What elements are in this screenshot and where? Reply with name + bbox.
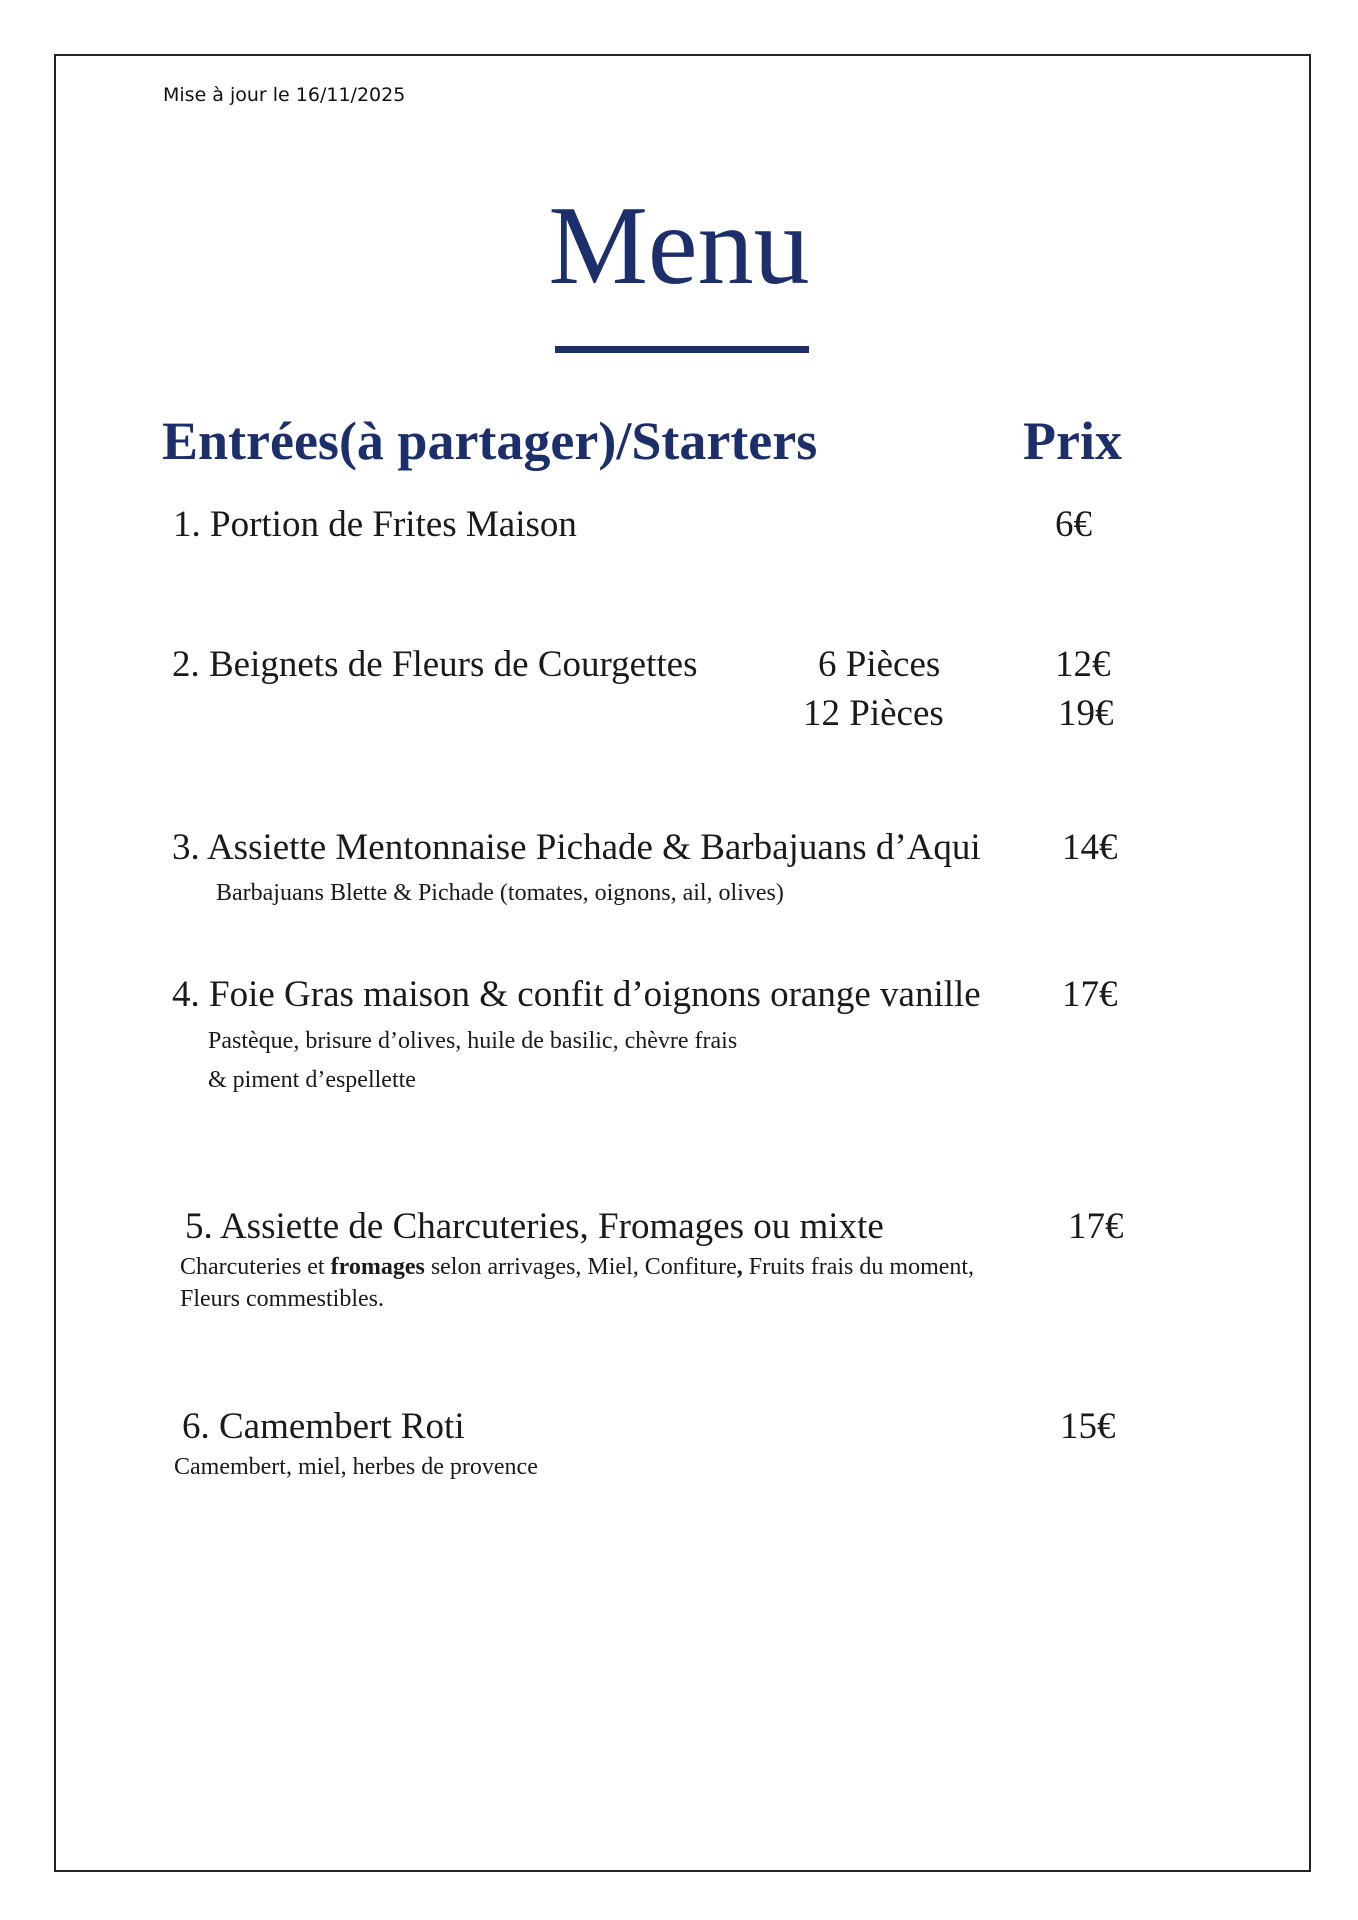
menu-item-4-price: 17€ [1062,974,1118,1015]
menu-item-3-price: 14€ [1062,827,1118,868]
menu-item-3-name: 3. Assiette Mentonnaise Pichade & Barbajuans d’Aqui [172,827,981,868]
menu-item-4-description-line-1: Pastèque, brisure d’olives, huile de basilic, chèvre frais [208,1028,738,1054]
menu-item-5-name: 5. Assiette de Charcuteries, Fromages ou mixte [185,1206,884,1247]
desc-text: Charcuteries et [180,1254,325,1280]
menu-item-4-description-line-2: & piment d’espellette [208,1067,416,1093]
menu-item-2-portion-1-label: 6 Pièces [818,644,941,685]
menu-item-1-price: 6€ [1055,504,1092,545]
menu-item-6-description: Camembert, miel, herbes de provence [174,1454,538,1480]
menu-title: Menu [548,184,810,308]
menu-item-2-portion-2-label: 12 Pièces [803,693,944,734]
desc-bold-text: fromages [330,1254,425,1280]
menu-item-5-description-line-2: Fleurs commestibles. [180,1286,384,1312]
price-column-heading: Prix [1023,411,1122,471]
menu-item-1-name: 1. Portion de Frites Maison [173,504,577,545]
section-heading-starters: Entrées(à partager)/Starters [162,411,818,471]
menu-item-4-name: 4. Foie Gras maison & confit d’oignons orange vanille [172,974,981,1015]
menu-item-5-price: 17€ [1068,1206,1124,1247]
update-date-note: Mise à jour le 16/11/2025 [163,84,406,106]
menu-item-3-description: Barbajuans Blette & Pichade (tomates, oignons, ail, olives) [216,880,784,906]
desc-text: Fruits frais du moment, [748,1254,975,1280]
desc-bold-text: , [736,1254,743,1280]
desc-text: selon arrivages, Miel, Confiture [430,1254,737,1280]
menu-item-6-name: 6. Camembert Roti [182,1406,465,1447]
menu-item-5-description-line-1 [180,1251,974,1283]
menu-item-6-price: 15€ [1060,1406,1116,1447]
menu-item-2-portion-1-price: 12€ [1055,644,1111,685]
menu-item-2-portion-2-price: 19€ [1058,693,1114,734]
title-underline [555,346,809,353]
menu-item-2-name: 2. Beignets de Fleurs de Courgettes [172,644,698,685]
page-border [54,54,1311,1872]
